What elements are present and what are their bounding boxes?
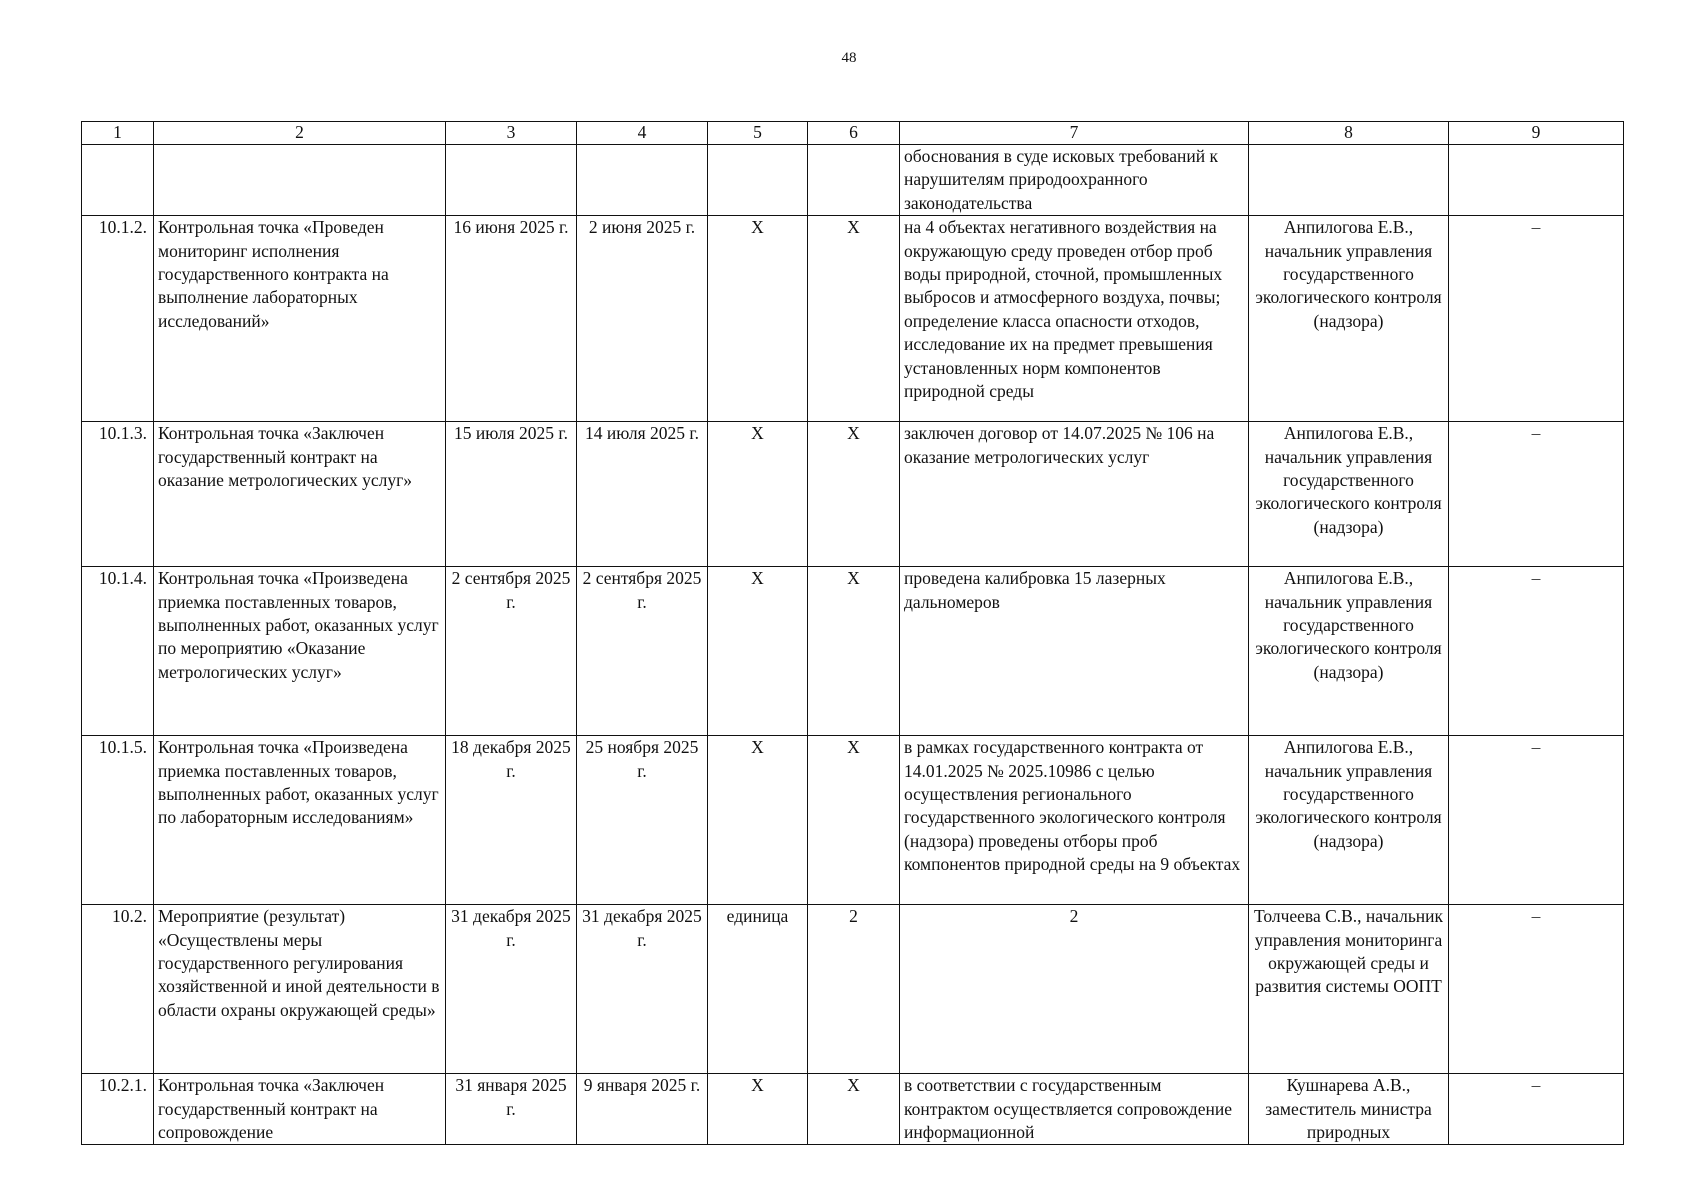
row-note: – <box>1449 216 1624 422</box>
row-id: 10.1.2. <box>82 216 154 422</box>
row-value <box>808 145 900 216</box>
row-unit: единица <box>708 905 808 1074</box>
row-value: Х <box>808 736 900 905</box>
header-col-6: 6 <box>808 122 900 145</box>
row-fact-date: 14 июля 2025 г. <box>577 422 708 567</box>
row-unit: Х <box>708 216 808 422</box>
report-table <box>81 121 1624 1145</box>
row-note: – <box>1449 567 1624 736</box>
row-plan-date: 2 сентября 2025 г. <box>446 567 577 736</box>
row-id <box>82 145 154 216</box>
row-responsible: Анпилогова Е.В., начальник управления государственного экологического контроля (надзора) <box>1249 216 1449 422</box>
row-plan-date <box>446 145 577 216</box>
row-name <box>154 145 446 216</box>
row-plan-date: 31 января 2025 г. <box>446 1074 577 1145</box>
row-fact-date: 31 декабря 2025 г. <box>577 905 708 1074</box>
row-fact-date <box>577 145 708 216</box>
row-result: в рамках государственного контракта от 14.01.2025 № 2025.10986 с целью осуществления регионального государственного экологического контроля (надзора) проведены отборы проб компонентов природной среды на 9 объектах <box>900 736 1249 905</box>
row-note <box>1449 145 1624 216</box>
row-responsible: Анпилогова Е.В., начальник управления государственного экологического контроля (надзора) <box>1249 736 1449 905</box>
row-plan-date: 15 июля 2025 г. <box>446 422 577 567</box>
row-id: 10.1.3. <box>82 422 154 567</box>
row-responsible: Кушнарева А.В., заместитель министра природных <box>1249 1074 1449 1145</box>
header-col-5: 5 <box>708 122 808 145</box>
table-row <box>82 145 1624 216</box>
row-name: Мероприятие (результат) «Осуществлены меры государственного регулирования хозяйственной и иной деятельности в области охраны окружающей среды» <box>154 905 446 1074</box>
header-col-2: 2 <box>154 122 446 145</box>
row-id: 10.1.4. <box>82 567 154 736</box>
row-note: – <box>1449 422 1624 567</box>
row-id: 10.1.5. <box>82 736 154 905</box>
row-name: Контрольная точка «Проведен мониторинг исполнения государственного контракта на выполнение лабораторных исследований» <box>154 216 446 422</box>
row-result: обоснования в суде исковых требований к нарушителям природоохранного законодательства <box>900 145 1249 216</box>
row-unit: Х <box>708 1074 808 1145</box>
row-value: Х <box>808 1074 900 1145</box>
row-note: – <box>1449 1074 1624 1145</box>
row-result: 2 <box>900 905 1249 1074</box>
row-responsible: Толчеева С.В., начальник управления мониторинга окружающей среды и развития системы ООПТ <box>1249 905 1449 1074</box>
row-responsible: Анпилогова Е.В., начальник управления государственного экологического контроля (надзора) <box>1249 567 1449 736</box>
row-id: 10.2. <box>82 905 154 1074</box>
row-note: – <box>1449 736 1624 905</box>
row-value: Х <box>808 567 900 736</box>
row-name: Контрольная точка «Заключен государственный контракт на оказание метрологических услуг» <box>154 422 446 567</box>
row-result: проведена калибровка 15 лазерных дальномеров <box>900 567 1249 736</box>
row-responsible <box>1249 145 1449 216</box>
row-responsible: Анпилогова Е.В., начальник управления государственного экологического контроля (надзора) <box>1249 422 1449 567</box>
header-col-7: 7 <box>900 122 1249 145</box>
header-col-9: 9 <box>1449 122 1624 145</box>
row-result: на 4 объектах негативного воздействия на окружающую среду проведен отбор проб воды природной, сточной, промышленных выбросов и атмосферного воздуха, почвы; определение класса опасности отходов, исследование их на предмет превышения установленных норм компонентов природной среды <box>900 216 1249 422</box>
row-id: 10.2.1. <box>82 1074 154 1145</box>
row-fact-date: 9 января 2025 г. <box>577 1074 708 1145</box>
row-unit: Х <box>708 736 808 905</box>
row-result: заключен договор от 14.07.2025 № 106 на оказание метрологических услуг <box>900 422 1249 567</box>
row-name: Контрольная точка «Произведена приемка поставленных товаров, выполненных работ, оказанных услуг по лабораторным исследованиям» <box>154 736 446 905</box>
row-note: – <box>1449 905 1624 1074</box>
row-fact-date: 2 июня 2025 г. <box>577 216 708 422</box>
row-fact-date: 25 ноября 2025 г. <box>577 736 708 905</box>
row-plan-date: 31 декабря 2025 г. <box>446 905 577 1074</box>
row-unit <box>708 145 808 216</box>
row-unit: Х <box>708 422 808 567</box>
row-result: в соответствии с государственным контрактом осуществляется сопровождение информационной <box>900 1074 1249 1145</box>
header-col-3: 3 <box>446 122 577 145</box>
table-row <box>82 422 1624 567</box>
table-row <box>82 567 1624 736</box>
table-row <box>82 1074 1624 1145</box>
row-value: Х <box>808 422 900 567</box>
row-fact-date: 2 сентября 2025 г. <box>577 567 708 736</box>
header-col-4: 4 <box>577 122 708 145</box>
table-row <box>82 736 1624 905</box>
row-name: Контрольная точка «Заключен государственный контракт на сопровождение <box>154 1074 446 1145</box>
table-row <box>82 216 1624 422</box>
row-plan-date: 16 июня 2025 г. <box>446 216 577 422</box>
header-col-8: 8 <box>1249 122 1449 145</box>
header-col-1: 1 <box>82 122 154 145</box>
header-row <box>82 122 1624 145</box>
row-unit: Х <box>708 567 808 736</box>
row-name: Контрольная точка «Произведена приемка поставленных товаров, выполненных работ, оказанных услуг по мероприятию «Оказание метрологических услуг» <box>154 567 446 736</box>
row-value: 2 <box>808 905 900 1074</box>
row-plan-date: 18 декабря 2025 г. <box>446 736 577 905</box>
row-value: Х <box>808 216 900 422</box>
page-number: 48 <box>841 50 857 66</box>
table-row <box>82 905 1624 1074</box>
